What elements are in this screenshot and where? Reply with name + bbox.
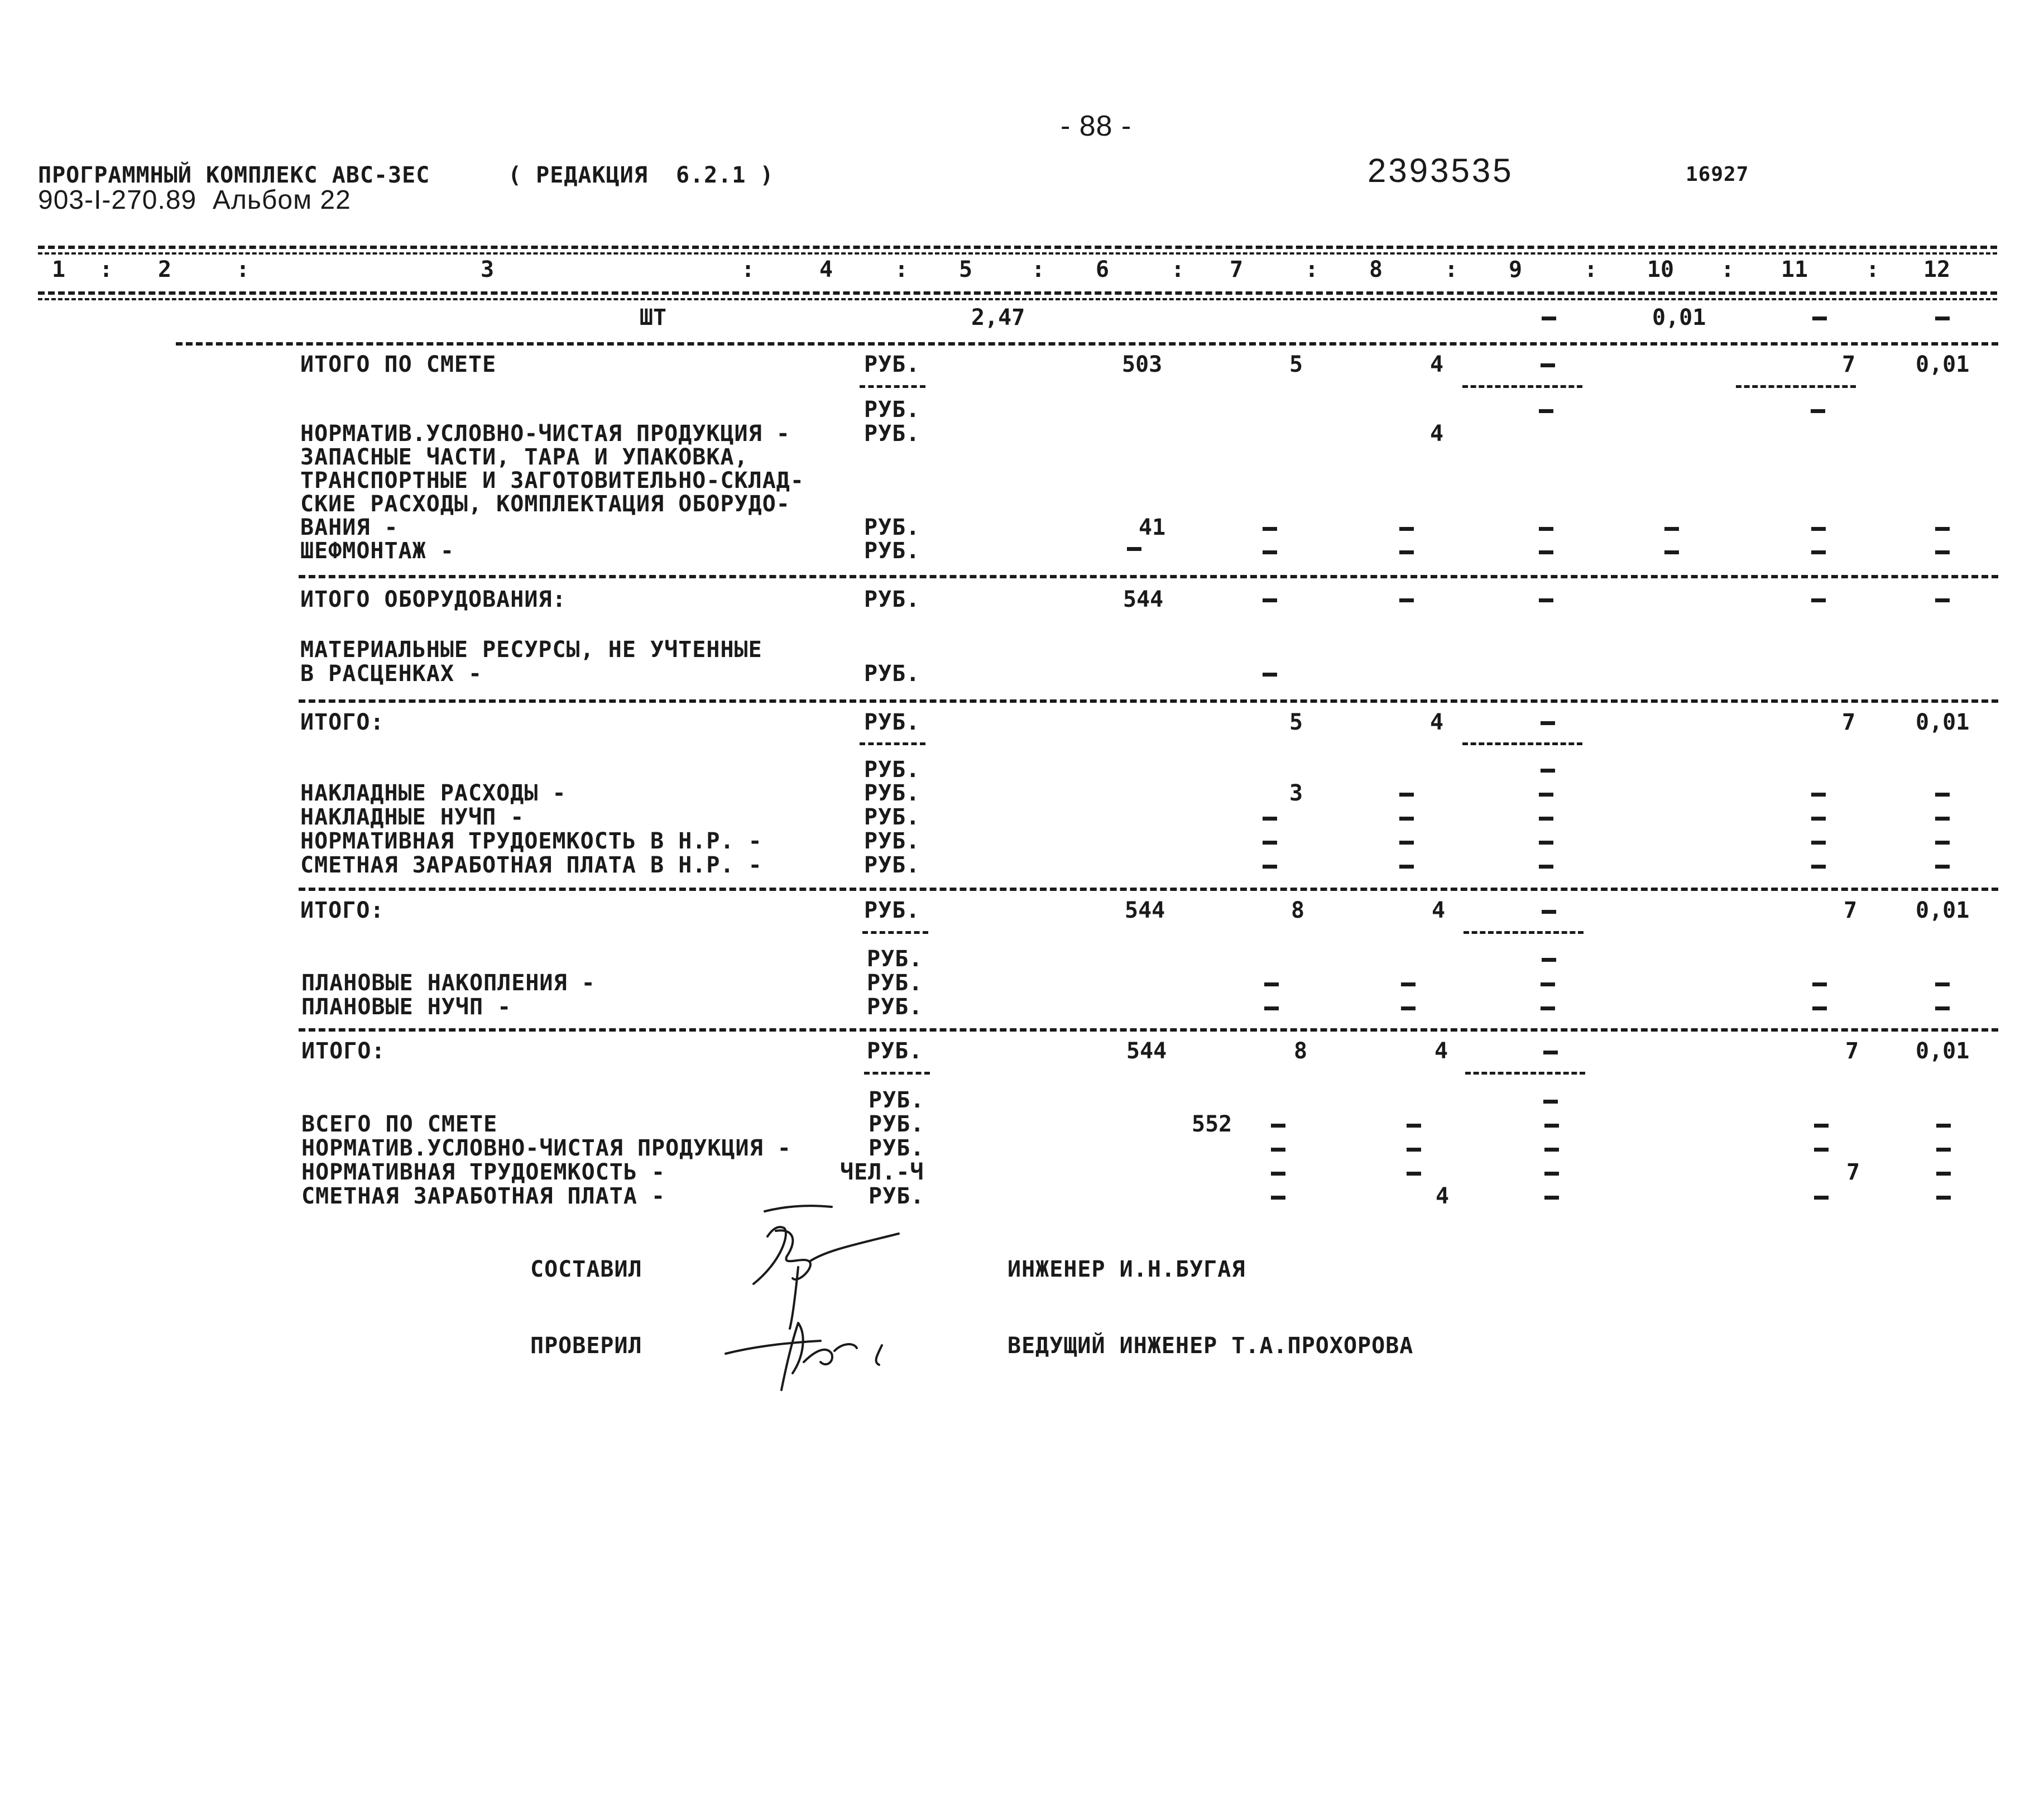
column-separator: :	[236, 257, 250, 282]
column-number-10: 10	[1647, 257, 1674, 282]
itogo1-c7: 5	[1289, 709, 1303, 735]
nakl1-c12	[1935, 793, 1950, 797]
vsego-label-4: СМЕТНАЯ ЗАРАБОТНАЯ ПЛАТА -	[301, 1183, 666, 1209]
vaniya-c11	[1811, 527, 1826, 531]
vsego-label-3: НОРМАТИВНАЯ ТРУДОЕМКОСТЬ -	[301, 1159, 666, 1185]
column-separator: :	[1031, 257, 1045, 282]
normativ-c8: 4	[1430, 421, 1444, 447]
handwritten-signatures	[714, 1195, 927, 1418]
column-separator: :	[894, 257, 909, 282]
itogo3-c9b	[1543, 1100, 1558, 1104]
vaniya-c7	[1263, 527, 1277, 531]
underline-c9-1	[1462, 385, 1582, 388]
plan-label-1: ПЛАНОВЫЕ НАКОПЛЕНИЯ -	[301, 970, 596, 996]
itogo3-c6: 544	[1126, 1038, 1167, 1064]
itogo-smeta-c9b	[1539, 409, 1553, 413]
dash-mark	[1811, 865, 1826, 869]
shef-c7	[1263, 550, 1277, 554]
shefmontazh-label: ШЕФМОНТАЖ -	[300, 538, 454, 564]
doc-code-2: 16927	[1686, 163, 1749, 186]
itogo3-label: ИТОГО:	[301, 1038, 386, 1064]
column-separator: :	[1720, 257, 1735, 282]
itogo-oborud-label: ИТОГО ОБОРУДОВАНИЯ:	[300, 587, 567, 612]
itogo1-c9b	[1541, 769, 1555, 773]
dash-mark	[1264, 982, 1279, 986]
shef-c11	[1811, 550, 1826, 554]
itogo3-c12: 0,01	[1916, 1038, 1970, 1064]
dash-mark	[1271, 1124, 1285, 1128]
plan-unit-2: РУБ.	[867, 994, 923, 1020]
dash-mark	[1935, 982, 1950, 986]
column-separator: :	[1170, 257, 1185, 282]
itogo-smeta-c8: 4	[1430, 352, 1444, 377]
dash-mark	[1936, 1148, 1951, 1152]
itogo1-unit: РУБ.	[864, 709, 920, 735]
itogo2-unit-2: РУБ.	[867, 946, 923, 972]
itogo-smeta-label: ИТОГО ПО СМЕТЕ	[300, 352, 497, 377]
shef-c10	[1664, 550, 1679, 554]
column-separator: :	[741, 257, 755, 282]
vaniya-c10	[1664, 527, 1679, 531]
dash-mark	[1814, 1196, 1829, 1200]
itogo-smeta-c11: 7	[1842, 352, 1856, 377]
dash-mark	[1544, 1172, 1559, 1176]
vaniya-c12	[1935, 527, 1950, 531]
vsego-c11: 7	[1846, 1159, 1860, 1185]
header-rule-top	[38, 246, 1997, 249]
rule-4	[299, 888, 1998, 891]
checked-label: ПРОВЕРИЛ	[530, 1333, 642, 1359]
column-number-4: 4	[819, 257, 833, 282]
dash-mark	[1271, 1196, 1285, 1200]
vsego-c6: 552	[1192, 1111, 1232, 1137]
top-row-c12	[1935, 317, 1950, 320]
itogo3-unit: РУБ.	[867, 1038, 923, 1064]
column-number-6: 6	[1095, 257, 1110, 282]
vaniya-c6: 41	[1139, 515, 1166, 540]
itogo1-c8: 4	[1430, 709, 1444, 735]
itogo2-c9	[1542, 910, 1556, 914]
column-separator: :	[99, 257, 113, 282]
top-row-c9	[1542, 317, 1556, 320]
dash-mark	[1407, 1172, 1421, 1176]
dash-mark	[1936, 1172, 1951, 1176]
rule-3	[299, 699, 1998, 703]
nakl-label-2: НАКЛАДНЫЕ НУЧП -	[300, 804, 525, 830]
itogo-oborud-c6: 544	[1123, 587, 1164, 612]
underline-c9-3	[1464, 931, 1584, 934]
doc-code: 2393535	[1368, 152, 1514, 189]
dash-mark	[1814, 1148, 1829, 1152]
itogo3-unit-2: РУБ.	[869, 1087, 925, 1113]
nakl-unit-4: РУБ.	[864, 852, 920, 878]
dash-mark	[1539, 865, 1553, 869]
vsego-label-2: НОРМАТИВ.УСЛОВНО-ЧИСТАЯ ПРОДУКЦИЯ -	[301, 1135, 791, 1161]
underline-c9-4	[1465, 1072, 1585, 1075]
nakl-unit-1: РУБ.	[864, 780, 920, 806]
itogo2-c9b	[1542, 958, 1556, 962]
column-number-12: 12	[1923, 257, 1951, 282]
header-rule-bottom	[38, 291, 1997, 295]
underline-c11-1	[1736, 385, 1856, 388]
itogo-smeta-c12: 0,01	[1916, 352, 1970, 377]
materials-c7	[1263, 673, 1277, 677]
column-number-5: 5	[958, 257, 973, 282]
vsego-c8: 4	[1436, 1183, 1450, 1209]
itogo3-c7: 8	[1294, 1038, 1308, 1064]
underline-unit-3	[862, 931, 928, 934]
vaniya-c9	[1539, 527, 1553, 531]
nakl1-c9	[1539, 793, 1553, 797]
nakl-label-4: СМЕТНАЯ ЗАРАБОТНАЯ ПЛАТА В Н.Р. -	[300, 852, 762, 878]
dash-mark	[1935, 841, 1950, 845]
vsego-unit-4: РУБ.	[869, 1183, 925, 1209]
column-number-2: 2	[157, 257, 172, 282]
dash-mark	[1264, 1006, 1279, 1010]
dash-mark	[1544, 1148, 1559, 1152]
column-number-8: 8	[1369, 257, 1383, 282]
plan-unit-1: РУБ.	[867, 970, 923, 996]
itogo-smeta-c9	[1541, 363, 1555, 367]
dash-mark	[1544, 1124, 1559, 1128]
itogo2-unit: РУБ.	[864, 898, 920, 923]
oborud-c8	[1399, 598, 1414, 602]
normativ-line-2: ЗАПАСНЫЕ ЧАСТИ, ТАРА И УПАКОВКА,	[300, 444, 748, 470]
project-code: 903-I-270.89 Альбом 22	[38, 185, 351, 215]
dash-mark	[1271, 1148, 1285, 1152]
top-row-unit: ШТ	[639, 305, 667, 330]
dash-mark	[1399, 865, 1414, 869]
shef-c8	[1399, 550, 1414, 554]
column-separator: :	[1304, 257, 1319, 282]
dash-mark	[1271, 1172, 1285, 1176]
normativ-line-1: НОРМАТИВ.УСЛОВНО-ЧИСТАЯ ПРОДУКЦИЯ -	[300, 421, 790, 447]
dash-mark	[1544, 1196, 1559, 1200]
top-row-c10: 0,01	[1652, 305, 1706, 330]
itogo-smeta-c11b	[1811, 409, 1825, 413]
dash-mark	[1399, 817, 1414, 821]
dash-mark	[1401, 982, 1416, 986]
vaniya-unit: РУБ.	[864, 515, 920, 540]
nakl1-c8	[1399, 793, 1414, 797]
nakl-unit-2: РУБ.	[864, 804, 920, 830]
itogo1-c9	[1541, 721, 1555, 725]
normativ-line-3: ТРАНСПОРТНЫЕ И ЗАГОТОВИТЕЛЬНО-СКЛАД-	[300, 468, 804, 493]
underline-unit-2	[860, 742, 925, 745]
nakl-unit-3: РУБ.	[864, 828, 920, 854]
nakl-c7: 3	[1289, 780, 1303, 806]
column-number-9: 9	[1508, 257, 1523, 282]
column-separator: :	[1865, 257, 1880, 282]
dash-mark	[1812, 982, 1827, 986]
page-number: - 88 -	[1061, 110, 1132, 142]
shef-c6	[1127, 547, 1141, 551]
rule-5	[299, 1028, 1998, 1032]
column-separator: :	[1584, 257, 1598, 282]
underline-unit-1	[860, 385, 925, 388]
itogo-oborud-unit: РУБ.	[864, 587, 920, 612]
vsego-unit-2: РУБ.	[869, 1135, 925, 1161]
itogo3-c11: 7	[1845, 1038, 1859, 1064]
itogo1-unit-2: РУБ.	[864, 757, 920, 783]
plan-label-2: ПЛАНОВЫЕ НУЧП -	[301, 994, 512, 1020]
rule-1	[176, 342, 1998, 346]
itogo1-label: ИТОГО:	[300, 709, 385, 735]
checked-name: ВЕДУЩИЙ ИНЖЕНЕР Т.А.ПРОХОРОВА	[1007, 1333, 1414, 1359]
dash-mark	[1936, 1124, 1951, 1128]
itogo-smeta-c7: 5	[1289, 352, 1303, 377]
itogo2-c8: 4	[1432, 898, 1446, 923]
program-title: ПРОГРАММНЫЙ КОМПЛЕКС АВС-ЗЕС	[38, 162, 430, 188]
composed-name: ИНЖЕНЕР И.Н.БУГАЯ	[1007, 1257, 1246, 1282]
underline-c9-2	[1462, 742, 1582, 745]
dash-mark	[1541, 1006, 1555, 1010]
dash-mark	[1541, 982, 1555, 986]
nakl1-c11	[1811, 793, 1826, 797]
dash-mark	[1539, 817, 1553, 821]
nakl-label-1: НАКЛАДНЫЕ РАСХОДЫ -	[300, 780, 567, 806]
dash-mark	[1263, 817, 1277, 821]
dash-mark	[1935, 865, 1950, 869]
itogo1-c12: 0,01	[1916, 709, 1970, 735]
dash-mark	[1407, 1148, 1421, 1152]
dash-mark	[1811, 841, 1826, 845]
shef-c12	[1935, 550, 1950, 554]
itogo2-label: ИТОГО:	[300, 898, 385, 923]
oborud-c9	[1539, 598, 1553, 602]
oborud-c7	[1263, 598, 1277, 602]
dash-mark	[1539, 841, 1553, 845]
dash-mark	[1401, 1006, 1416, 1010]
header-rule-top-2	[38, 252, 1997, 255]
vaniya-c8	[1399, 527, 1414, 531]
composed-label: СОСТАВИЛ	[530, 1257, 642, 1282]
vsego-label-1: ВСЕГО ПО СМЕТЕ	[301, 1111, 498, 1137]
materials-unit: РУБ.	[864, 661, 920, 687]
itogo2-c12: 0,01	[1916, 898, 1970, 923]
itogo-smeta-unit-2: РУБ.	[864, 397, 920, 423]
itogo-smeta-c6: 503	[1122, 352, 1163, 377]
itogo2-c11: 7	[1844, 898, 1858, 923]
dash-mark	[1399, 841, 1414, 845]
itogo3-c8: 4	[1434, 1038, 1448, 1064]
dash-mark	[1263, 865, 1277, 869]
dash-mark	[1814, 1124, 1829, 1128]
header-rule-bottom-2	[38, 298, 1997, 300]
edition-label: ( РЕДАКЦИЯ 6.2.1 )	[508, 162, 774, 188]
dash-mark	[1812, 1006, 1827, 1010]
dash-mark	[1263, 841, 1277, 845]
normativ-unit: РУБ.	[864, 421, 920, 447]
dash-mark	[1935, 1006, 1950, 1010]
materials-line-1: МАТЕРИАЛЬНЫЕ РЕСУРСЫ, НЕ УЧТЕННЫЕ	[300, 637, 762, 663]
itogo2-c6: 544	[1125, 898, 1165, 923]
itogo1-c11: 7	[1842, 709, 1856, 735]
oborud-c11	[1811, 598, 1826, 602]
shefmontazh-unit: РУБ.	[864, 538, 920, 564]
itogo2-c7: 8	[1291, 898, 1305, 923]
column-number-7: 7	[1229, 257, 1244, 282]
dash-mark	[1935, 817, 1950, 821]
shef-c9	[1539, 550, 1553, 554]
column-number-1: 1	[51, 257, 66, 282]
dash-mark	[1811, 817, 1826, 821]
normativ-line-5: ВАНИЯ -	[300, 515, 399, 540]
vsego-unit-1: РУБ.	[869, 1111, 925, 1137]
itogo3-c9	[1543, 1051, 1558, 1054]
dash-mark	[1407, 1124, 1421, 1128]
column-separator: :	[1444, 257, 1458, 282]
itogo-smeta-unit: РУБ.	[864, 352, 920, 377]
dash-mark	[1936, 1196, 1951, 1200]
oborud-c12	[1935, 598, 1950, 602]
top-row-c11	[1812, 317, 1827, 320]
nakl-label-3: НОРМАТИВНАЯ ТРУДОЕМКОСТЬ В Н.Р. -	[300, 828, 762, 854]
column-number-11: 11	[1781, 257, 1808, 282]
column-number-3: 3	[480, 257, 495, 282]
materials-line-2: В РАСЦЕНКАХ -	[300, 661, 483, 687]
normativ-line-4: СКИЕ РАСХОДЫ, КОМПЛЕКТАЦИЯ ОБОРУДО-	[300, 491, 790, 517]
rule-2	[299, 575, 1998, 578]
underline-unit-4	[864, 1072, 930, 1075]
top-row-c5: 2,47	[971, 305, 1025, 330]
vsego-unit-3: ЧЕЛ.-Ч	[840, 1159, 924, 1185]
